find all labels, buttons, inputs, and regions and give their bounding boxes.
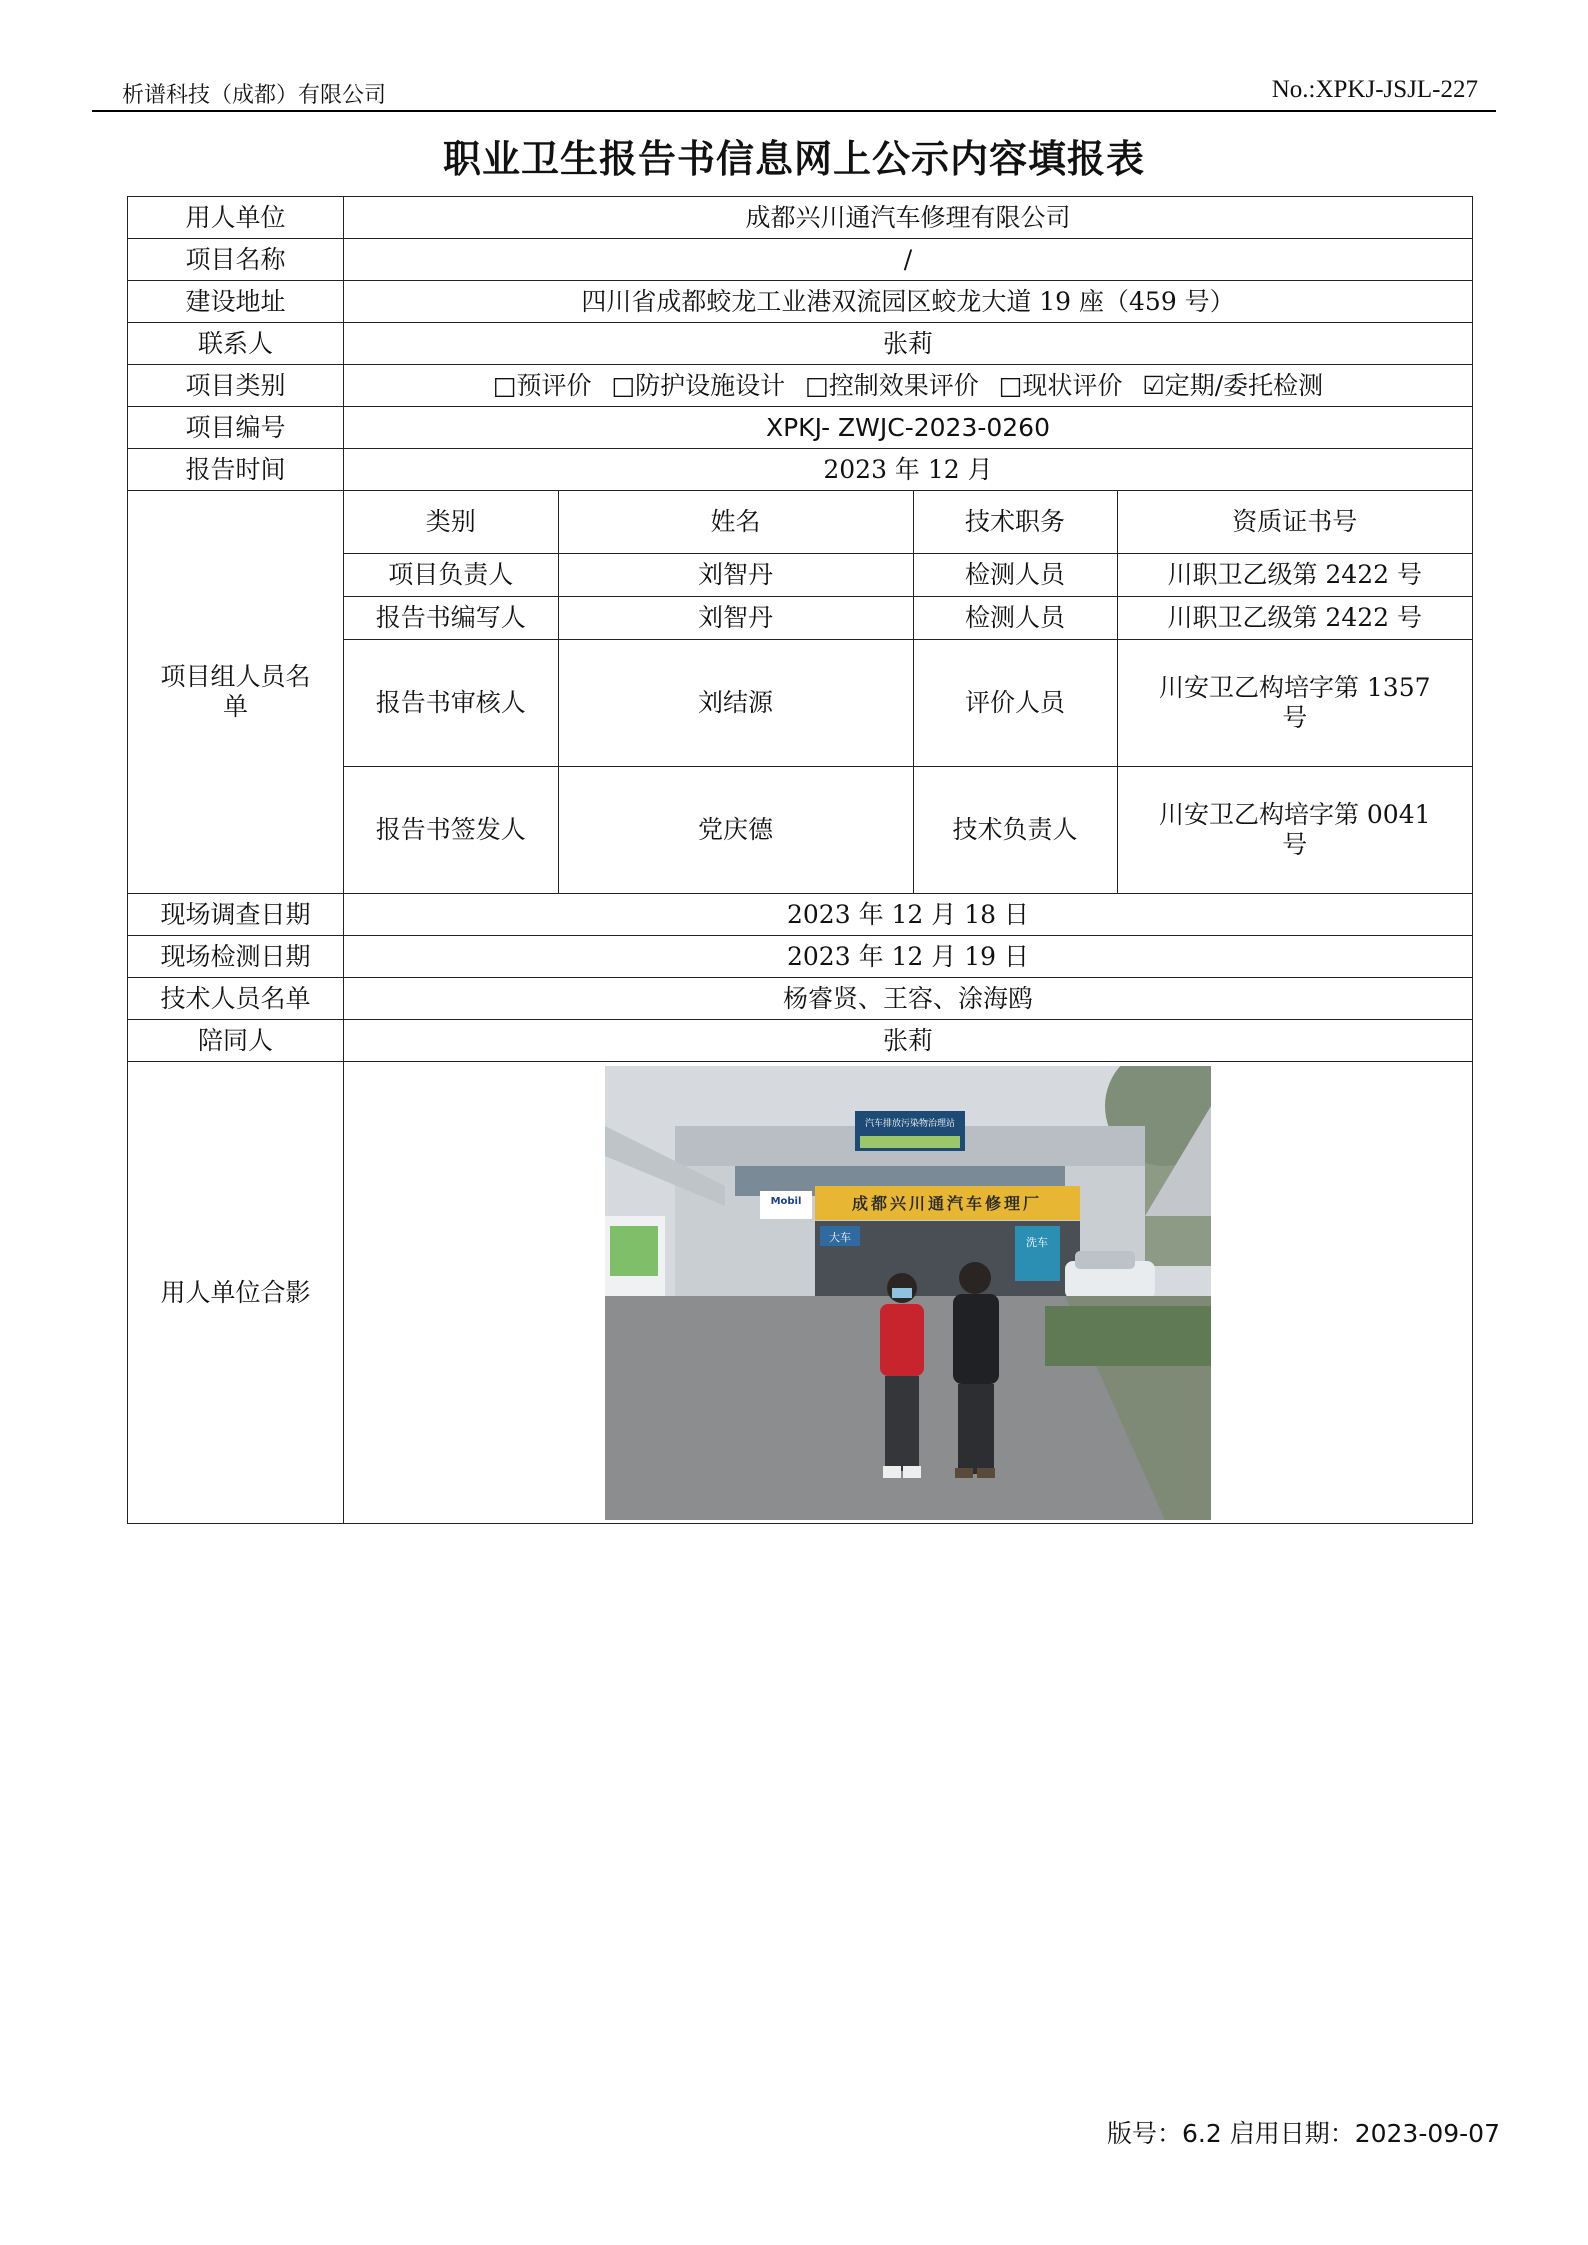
team-header-name: 姓名	[558, 491, 913, 553]
row-group-photo	[128, 1062, 1473, 1524]
row-accompany	[128, 1020, 1473, 1062]
row-team	[128, 491, 1473, 894]
sign-emission-station: 汽车排放污染物治理站	[864, 1118, 956, 1129]
team-row	[344, 596, 1472, 639]
group-photo-cell	[344, 1062, 1473, 1524]
project-type-options	[344, 365, 1473, 407]
address-label: 建设地址	[128, 281, 344, 323]
member-cert	[1117, 639, 1472, 766]
team-header-cert: 资质证书号	[1117, 491, 1472, 553]
contact-value: 张莉	[344, 323, 1473, 365]
report-time-value: 2023 年 12 月	[344, 449, 1473, 491]
disclosure-form-table	[127, 196, 1473, 1524]
tech-staff-label: 技术人员名单	[128, 978, 344, 1020]
team-row	[344, 766, 1472, 893]
company-name: 析谱科技（成都）有限公司	[122, 83, 387, 108]
survey-date-label: 现场调查日期	[128, 894, 344, 936]
document-number: No.:XPKJ-JSJL-227	[1271, 76, 1478, 103]
team-cell	[344, 491, 1473, 894]
header-divider	[92, 110, 1496, 112]
employer-value: 成都兴川通汽车修理有限公司	[344, 197, 1473, 239]
tech-staff-value: 杨睿贤、王容、涂海鸥	[344, 978, 1473, 1020]
member-cert-line2: 号	[1282, 829, 1308, 859]
group-photo-illustration	[605, 1066, 1211, 1520]
team-header-row	[344, 491, 1472, 553]
team-header-role: 类别	[344, 491, 558, 553]
row-employer	[128, 197, 1473, 239]
member-name: 党庆德	[558, 766, 913, 893]
sign-mobil: Mobil	[770, 1195, 802, 1207]
accompany-value: 张莉	[344, 1020, 1473, 1062]
member-cert-line1: 川安卫乙构培字第 1357	[1158, 672, 1431, 702]
team-row	[344, 639, 1472, 766]
member-title: 检测人员	[913, 596, 1117, 639]
team-label-line1: 项目组人员名	[160, 662, 311, 691]
contact-label: 联系人	[128, 323, 344, 365]
member-role: 报告书编写人	[344, 596, 558, 639]
checkbox-pre-evaluation[interactable]: □预评价	[492, 370, 592, 400]
member-role: 项目负责人	[344, 553, 558, 596]
team-label	[128, 491, 344, 894]
member-cert: 川职卫乙级第 2422 号	[1117, 596, 1472, 639]
row-report-time	[128, 449, 1473, 491]
checkbox-protection-design[interactable]: □防护设施设计	[611, 370, 786, 400]
row-test-date	[128, 936, 1473, 978]
test-date-label: 现场检测日期	[128, 936, 344, 978]
project-no-value: XPKJ- ZWJC-2023-0260	[344, 407, 1473, 449]
team-row	[344, 553, 1472, 596]
member-cert-line1: 川安卫乙构培字第 0041	[1158, 799, 1431, 829]
checkbox-periodic-testing[interactable]: ☑定期/委托检测	[1142, 370, 1324, 400]
page-title: 职业卫生报告书信息网上公示内容填报表	[442, 137, 1145, 181]
team-header-title: 技术职务	[913, 491, 1117, 553]
project-name-value: /	[344, 239, 1473, 281]
member-name: 刘结源	[558, 639, 913, 766]
sign-factory-name: 成都兴川通汽车修理厂	[851, 1193, 1043, 1213]
sign-car-wash: 洗车	[1026, 1235, 1048, 1249]
team-table	[344, 491, 1472, 893]
member-title: 检测人员	[913, 553, 1117, 596]
team-label-line2: 单	[222, 692, 248, 721]
sign-large-vehicle: 大车	[829, 1230, 851, 1244]
row-project-name	[128, 239, 1473, 281]
member-title: 技术负责人	[913, 766, 1117, 893]
accompany-label: 陪同人	[128, 1020, 344, 1062]
member-name: 刘智丹	[558, 553, 913, 596]
group-photo	[605, 1066, 1211, 1520]
row-contact	[128, 323, 1473, 365]
address-value: 四川省成都蛟龙工业港双流园区蛟龙大道 19 座（459 号）	[344, 281, 1473, 323]
row-tech-staff	[128, 978, 1473, 1020]
member-cert: 川职卫乙级第 2422 号	[1117, 553, 1472, 596]
member-cert	[1117, 766, 1472, 893]
checkbox-control-effect[interactable]: □控制效果评价	[805, 370, 979, 400]
employer-label: 用人单位	[128, 197, 344, 239]
project-type-label: 项目类别	[128, 365, 344, 407]
row-project-no	[128, 407, 1473, 449]
report-time-label: 报告时间	[128, 449, 344, 491]
row-survey-date	[128, 894, 1473, 936]
row-address	[128, 281, 1473, 323]
checkbox-status-evaluation[interactable]: □现状评价	[998, 370, 1123, 400]
member-name: 刘智丹	[558, 596, 913, 639]
member-title: 评价人员	[913, 639, 1117, 766]
group-photo-label: 用人单位合影	[128, 1062, 344, 1524]
version-info: 版号：6.2 启用日期：2023-09-07	[1107, 2119, 1500, 2148]
survey-date-value: 2023 年 12 月 18 日	[344, 894, 1473, 936]
project-no-label: 项目编号	[128, 407, 344, 449]
test-date-value: 2023 年 12 月 19 日	[344, 936, 1473, 978]
row-project-type	[128, 365, 1473, 407]
member-role: 报告书签发人	[344, 766, 558, 893]
member-role: 报告书审核人	[344, 639, 558, 766]
member-cert-line2: 号	[1282, 702, 1308, 732]
project-name-label: 项目名称	[128, 239, 344, 281]
